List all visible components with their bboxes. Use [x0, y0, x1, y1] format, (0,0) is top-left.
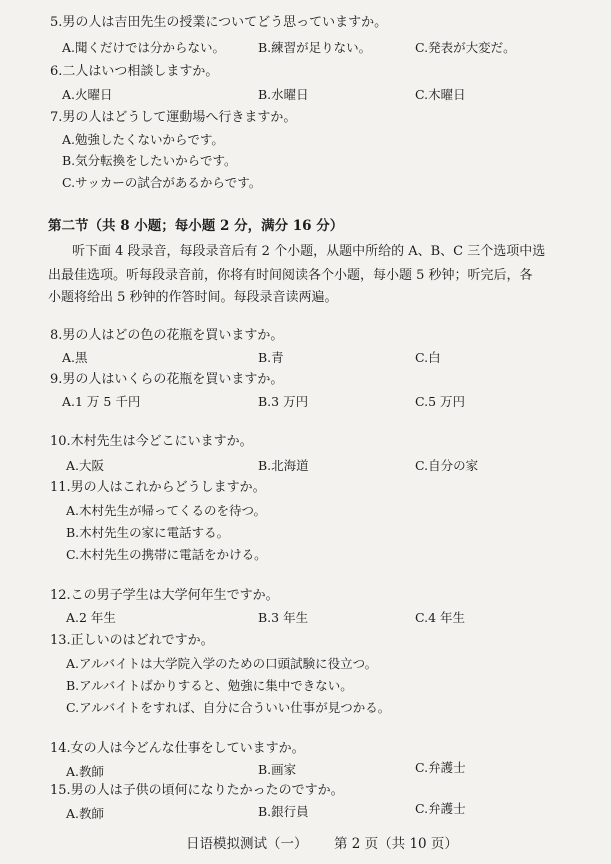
q11-option-b: B.木村先生の家に電話する。	[66, 525, 230, 540]
q14-option-a: A.教師	[66, 764, 105, 779]
question-6: 6.二人はいつ相談しますか。	[50, 64, 219, 79]
q8-option-a: A.黒	[62, 350, 88, 365]
q10-option-c: C.自分の家	[415, 458, 479, 473]
question-10: 10.木村先生は今どこにいますか。	[50, 434, 253, 449]
q6-option-b: B.水曜日	[258, 87, 309, 102]
q7-option-a: A.勉強したくないからです。	[62, 132, 224, 147]
instructions-line-1: 听下面 4 段录音，每段录音后有 2 个小题，从题中所给的 A、B、C 三个选项中选	[72, 244, 546, 259]
question-7: 7.男の人はどうして運動場へ行きますか。	[50, 110, 297, 125]
q13-option-a: A.アルバイトは大学院入学のための口頭試験に役立つ。	[66, 656, 378, 671]
question-14: 14.女の人は今どんな仕事をしていますか。	[50, 741, 305, 756]
q7-option-c: C.サッカーの試合があるからです。	[62, 175, 262, 190]
section-heading: 第二节（共 8 小题；每小题 2 分，满分 16 分）	[48, 218, 344, 234]
footer-title: 日语模拟测试（一）	[186, 836, 308, 852]
q15-option-a: A.教師	[66, 806, 105, 821]
q6-option-c: C.木曜日	[415, 87, 466, 102]
q6-option-a: A.火曜日	[62, 87, 113, 102]
q5-option-a: A.聞くだけでは分からない。	[62, 40, 226, 55]
question-9: 9.男の人はいくらの花瓶を買いますか。	[50, 372, 284, 387]
question-11: 11.男の人はこれからどうしますか。	[50, 480, 266, 495]
q11-option-a: A.木村先生が帰ってくるのを待つ。	[66, 503, 267, 518]
page-number: 第 2 页（共 10 页）	[334, 836, 458, 852]
q15-option-c: C.弁護士	[415, 801, 466, 816]
q14-option-b: B.画家	[258, 762, 297, 777]
q12-option-a: A.2 年生	[66, 610, 116, 625]
question-5: 5.男の人は吉田先生の授業についてどう思っていますか。	[50, 15, 388, 30]
q10-option-a: A.大阪	[66, 458, 105, 473]
q10-option-b: B.北海道	[258, 458, 309, 473]
question-12: 12.この男子学生は大学何年生ですか。	[50, 588, 279, 603]
q15-option-b: B.銀行員	[258, 804, 309, 819]
question-13: 13.正しいのはどれですか。	[50, 633, 214, 648]
q5-option-b: B.練習が足りない。	[258, 40, 372, 55]
q14-option-c: C.弁護士	[415, 760, 466, 775]
q9-option-a: A.1 万 5 千円	[62, 394, 141, 409]
q9-option-c: C.5 万円	[415, 394, 466, 409]
question-8: 8.男の人はどの色の花瓶を買いますか。	[50, 328, 284, 343]
q5-option-c: C.発表が大変だ。	[415, 40, 516, 55]
question-15: 15.男の人は子供の頃何になりたかったのですか。	[50, 783, 344, 798]
q13-option-c: C.アルバイトをすれば、自分に合ういい仕事が見つかる。	[66, 700, 391, 715]
q8-option-b: B.青	[258, 350, 284, 365]
instructions-line-2: 出最佳选项。听每段录音前，你将有时间阅读各个小题，每小题 5 秒钟；听完后，各	[48, 268, 533, 283]
q12-option-b: B.3 年生	[258, 610, 309, 625]
q13-option-b: B.アルバイトばかりすると、勉強に集中できない。	[66, 678, 353, 693]
q8-option-c: C.白	[415, 350, 441, 365]
q9-option-b: B.3 万円	[258, 394, 309, 409]
q11-option-c: C.木村先生の携帯に電話をかける。	[66, 547, 267, 562]
q12-option-c: C.4 年生	[415, 610, 466, 625]
q7-option-b: B.気分転換をしたいからです。	[62, 153, 237, 168]
instructions-line-3: 小题将给出 5 秒钟的作答时间。每段录音读两遍。	[48, 290, 338, 305]
